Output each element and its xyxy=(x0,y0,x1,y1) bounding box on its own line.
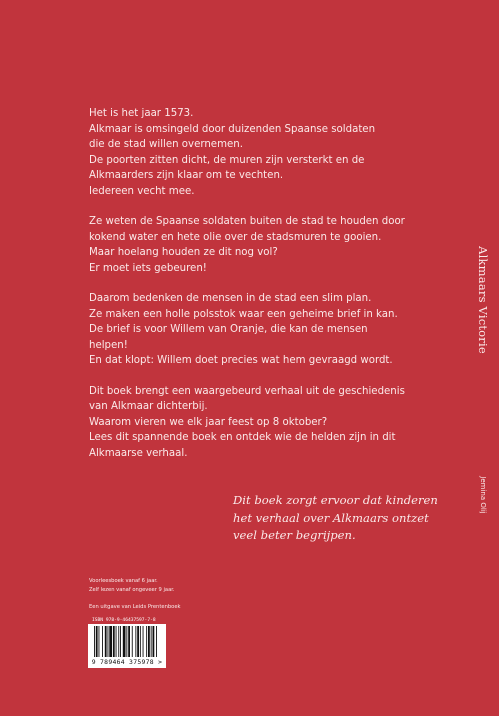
age-line: Zelf lezen vanaf ongeveer 9 jaar. xyxy=(89,586,175,593)
blurb-text xyxy=(89,106,469,476)
blurb-line: Lees dit spannende boek en ontdek wie de helden zijn in dit xyxy=(89,432,396,443)
spine-title: Alkmaars Victorie xyxy=(476,246,490,354)
blurb-paragraph-3 xyxy=(89,291,469,369)
quote-line: het verhaal over Alkmaars ontzet xyxy=(233,510,429,525)
publisher-note: Een uitgave van Leids Prentenboek xyxy=(89,604,181,610)
blurb-line: Ze maken een holle polsstok waar een geheime brief in kan. xyxy=(89,308,398,320)
blurb-line: Alkmaarders zijn klaar om te vechten. xyxy=(89,170,284,181)
age-recommendation xyxy=(89,577,175,594)
blurb-line: Waarom vieren we elk jaar feest op 8 oktober? xyxy=(89,416,328,428)
blurb-line: Alkmaar is omsingeld door duizenden Spaanse soldaten xyxy=(89,123,376,135)
blurb-line: Dit boek brengt een waargebeurd verhaal uit de geschiedenis xyxy=(89,385,405,397)
review-quote xyxy=(233,492,473,545)
blurb-line: En dat klopt: Willem doet precies wat hem gevraagd wordt. xyxy=(89,355,393,366)
blurb-line: kokend water en hete olie over de stadsmuren te gooien. xyxy=(89,231,382,243)
age-line: Voorleesboek vanaf 6 jaar. xyxy=(89,578,158,584)
barcode-bars-icon xyxy=(93,626,161,658)
blurb-line: Het is het jaar 1573. xyxy=(89,108,194,119)
blurb-paragraph-1 xyxy=(89,106,469,199)
blurb-line: De brief is voor Willem van Oranje, die kan de mensen xyxy=(89,324,368,335)
quote-line: Dit boek zorgt ervoor dat kinderen xyxy=(233,493,438,507)
blurb-line: Er moet iets gebeuren! xyxy=(89,262,207,274)
blurb-line: Maar hoelang houden ze dit nog vol? xyxy=(89,247,278,258)
barcode xyxy=(88,624,166,668)
blurb-line: die de stad willen overnemen. xyxy=(89,139,243,150)
blurb-line: De poorten zitten dicht, de muren zijn versterkt en de xyxy=(89,154,365,166)
isbn-label: ISBN 978-9-46437597-7-8 xyxy=(92,618,156,623)
blurb-line: Daarom bedenken de mensen in de stad een slim plan. xyxy=(89,293,372,304)
barcode-number: 9 789464 375978 > xyxy=(91,658,163,666)
blurb-line: Alkmaarse verhaal. xyxy=(89,447,188,459)
blurb-line: van Alkmaar dichterbij. xyxy=(89,401,208,412)
quote-line: veel beter begrijpen. xyxy=(233,528,356,542)
blurb-line: helpen! xyxy=(89,339,128,351)
blurb-line: Iedereen vecht mee. xyxy=(89,185,195,197)
blurb-line: Ze weten de Spaanse soldaten buiten de stad te houden door xyxy=(89,216,405,227)
blurb-paragraph-4 xyxy=(89,384,469,462)
spine-author: Jemina Olij xyxy=(479,476,487,514)
blurb-paragraph-2 xyxy=(89,214,469,276)
